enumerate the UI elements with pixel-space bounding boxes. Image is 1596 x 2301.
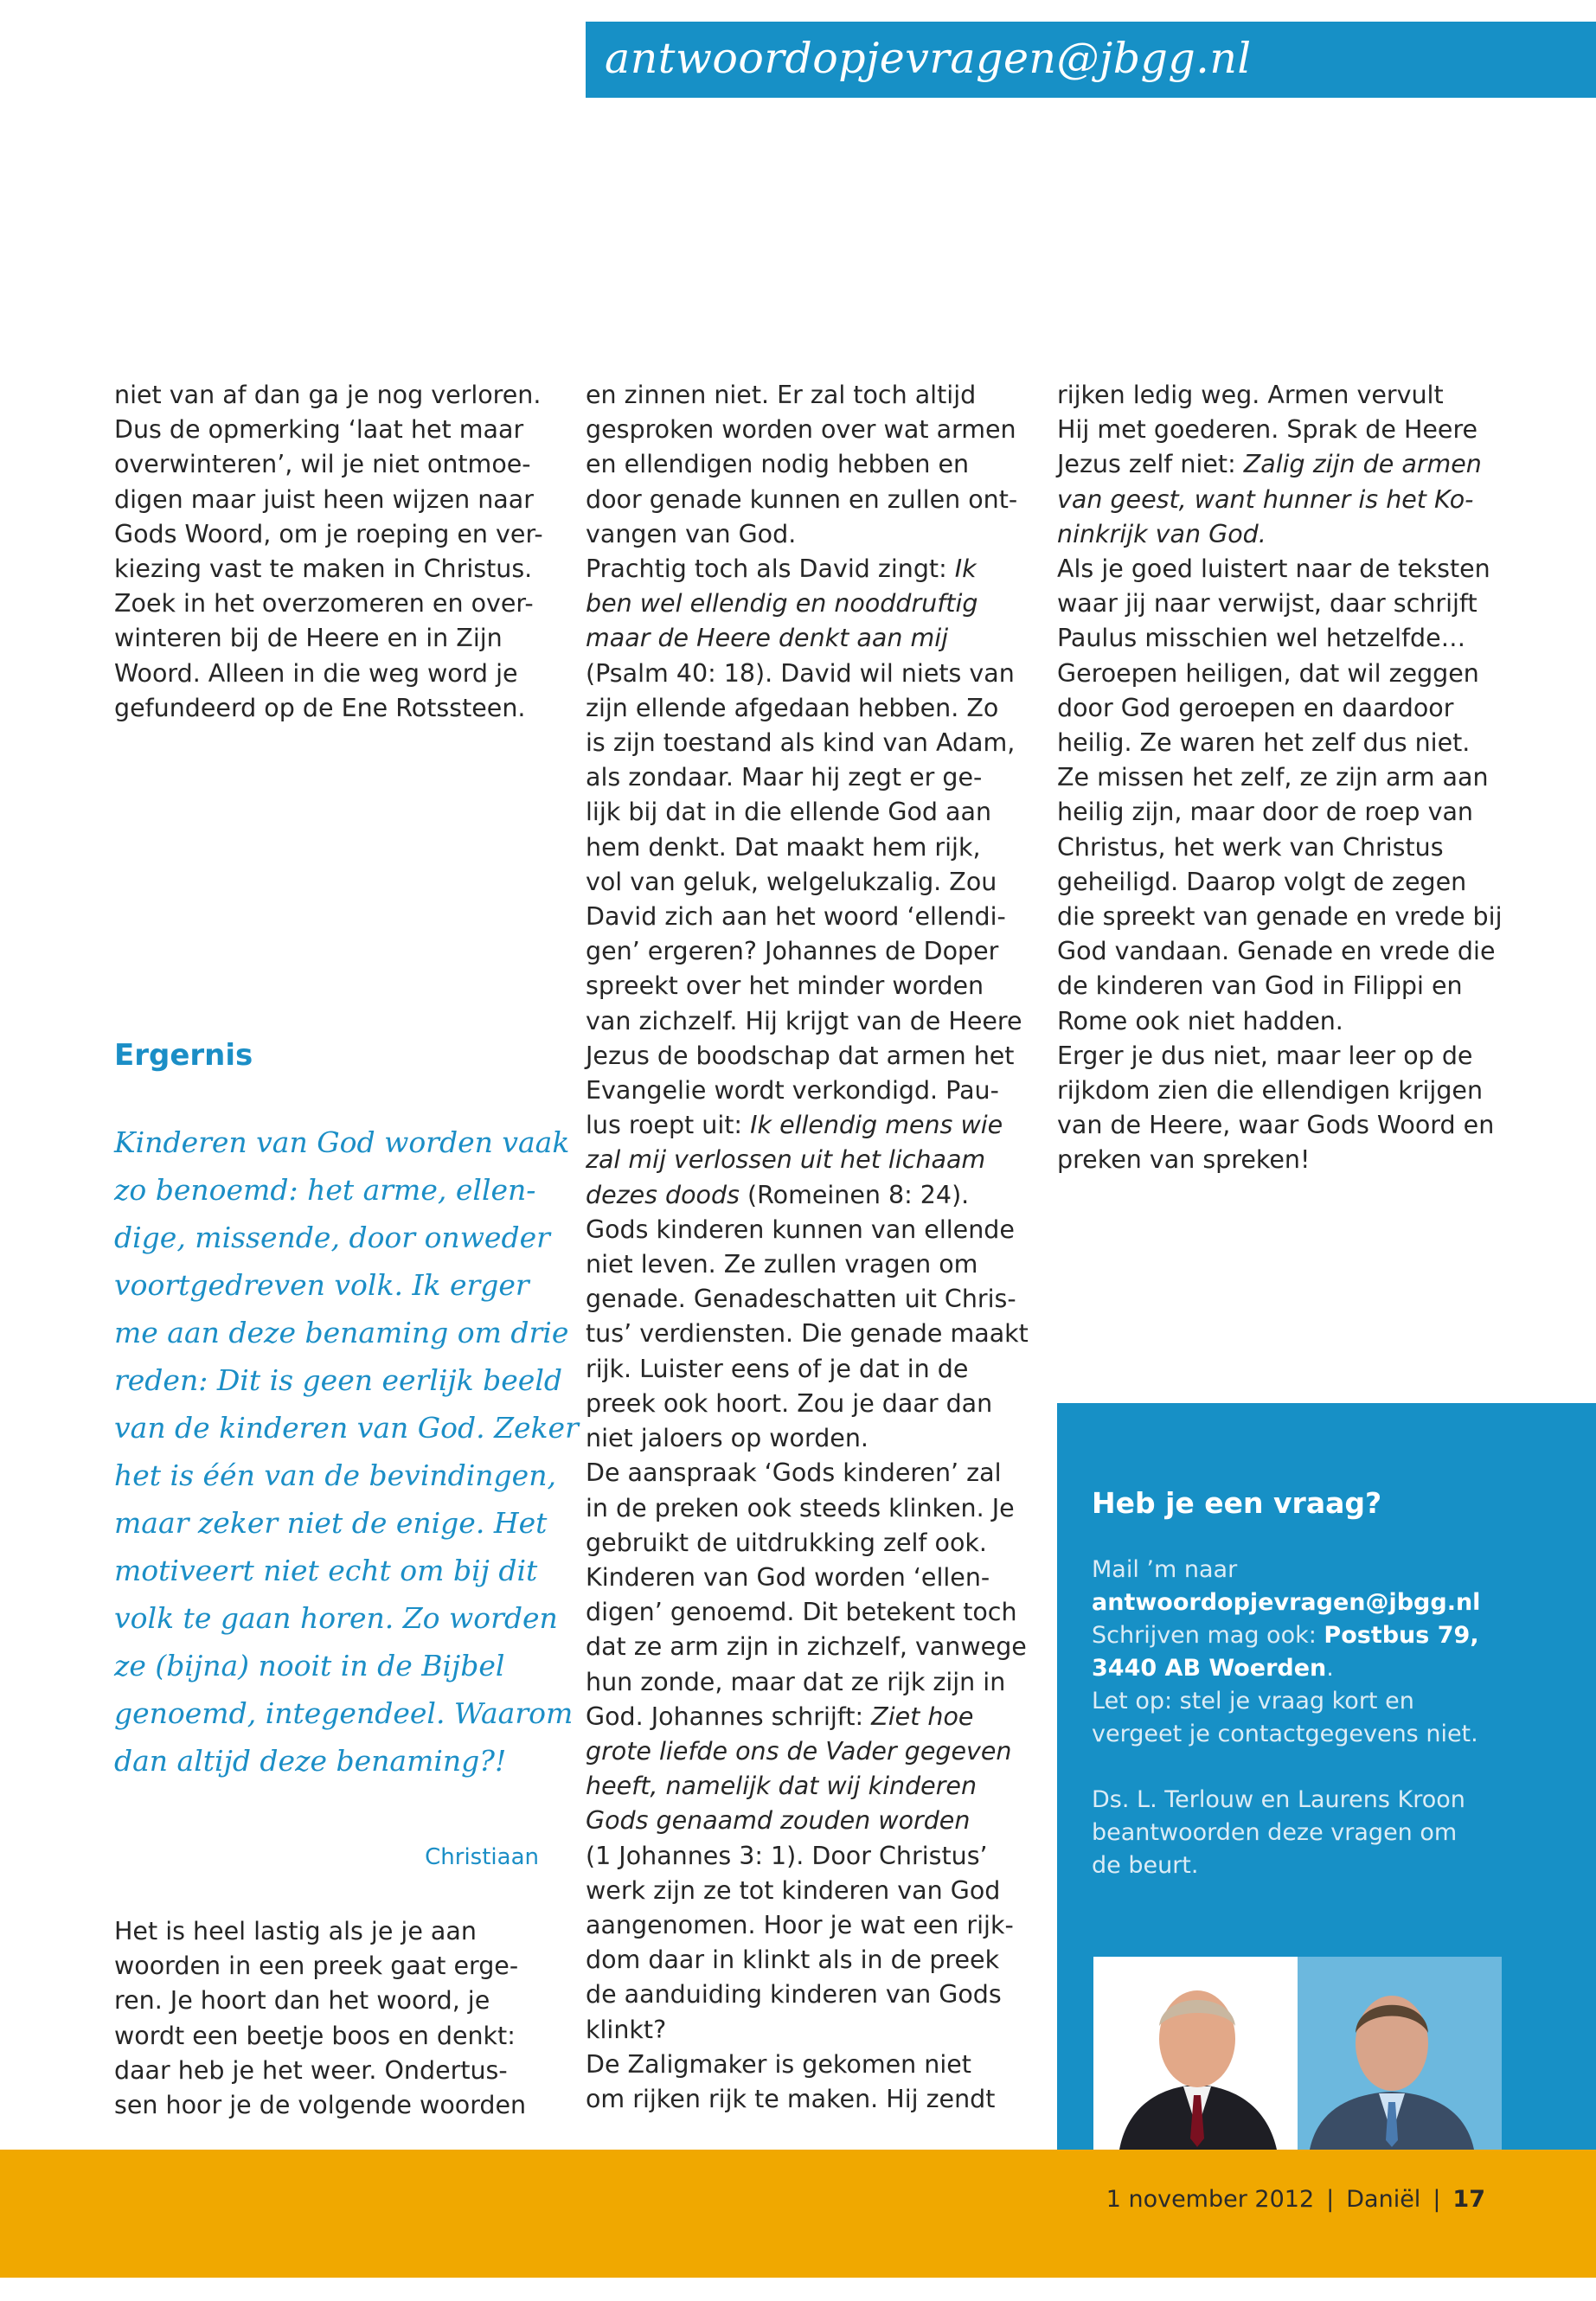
- text-line: [586, 1213, 1018, 1247]
- footer-magazine: Daniël: [1346, 2186, 1421, 2213]
- text-segment: preken van spreken!: [1057, 1145, 1311, 1175]
- text-segment: om rijken rijk te maken. Hij zendt: [586, 2084, 996, 2113]
- text-line: [586, 1561, 1018, 1595]
- info-box-title: Heb je een vraag?: [1092, 1486, 1382, 1520]
- text-segment: (Romeinen 8: 24).: [739, 1180, 970, 1209]
- text-line: [586, 1491, 1018, 1526]
- text-segment: digen’ genoemd. Dit betekent toch: [586, 1598, 1017, 1627]
- text-line: overwinteren’, wil je niet ontmoe-: [114, 450, 531, 479]
- text-line: [1057, 795, 1490, 830]
- text-segment: vol van geluk, welgelukzalig. Zou: [586, 867, 997, 896]
- text-segment: De aanspraak ‘Gods kinderen’ zal: [586, 1458, 1002, 1488]
- footer-page-number: 17: [1452, 2186, 1485, 2213]
- text-line: [586, 1769, 1018, 1804]
- info-box-contact: [1092, 1554, 1576, 1751]
- text-segment: Geroepen heiligen, dat wil zeggen: [1057, 658, 1479, 688]
- text-line: [586, 1039, 1018, 1074]
- text-line: daar heb je het weer. Ondertus-: [114, 2055, 508, 2085]
- scripture-quote: maar de Heere denkt aan mij: [586, 624, 949, 653]
- text-segment: lijk bij dat in die ellende God aan: [586, 798, 992, 827]
- text-line: [586, 586, 1018, 621]
- quote-line: motiveert niet echt om bij dit: [114, 1554, 538, 1587]
- text-line: [586, 1630, 1027, 1664]
- text-line: [1057, 969, 1490, 1003]
- text-line: [1057, 691, 1490, 726]
- mail-intro: Mail ’m naar: [1092, 1556, 1238, 1583]
- text-line: [586, 517, 1018, 552]
- text-segment: David zich aan het woord ‘ellendi-: [586, 902, 1006, 932]
- scripture-quote: van geest, want hunner is het Ko-: [1057, 484, 1474, 514]
- header-email[interactable]: antwoordopjevragen@jbgg.nl: [605, 34, 1252, 83]
- text-line: Zoek in het overzomeren en over-: [114, 589, 534, 619]
- text-line: [1057, 934, 1496, 969]
- quote-line: zo benoemd: het arme, ellen-: [114, 1173, 536, 1207]
- text-segment: van zichzelf. Hij krijgt van de Heere: [586, 1006, 1022, 1035]
- text-line: [586, 1977, 1018, 2012]
- footer-date: 1 november 2012: [1106, 2186, 1315, 2213]
- text-segment: de aanduiding kinderen van Gods: [586, 1980, 1002, 2009]
- quote-line: voortgedreven volk. Ik erger: [114, 1268, 529, 1302]
- text-line: [586, 621, 1018, 656]
- text-segment: Hij met goederen. Sprak de Heere: [1057, 415, 1478, 445]
- footer-info: [1106, 2186, 1485, 2213]
- text-segment: Jezus de boodschap dat armen het: [586, 1041, 1015, 1070]
- text-line: woorden in een preek gaat erge-: [114, 1952, 519, 1981]
- text-segment: de kinderen van God in Filippi en: [1057, 971, 1463, 1001]
- text-line: niet van af dan ga je nog verloren.: [114, 381, 542, 409]
- text-line: [1057, 1004, 1490, 1039]
- text-line: [586, 865, 1018, 900]
- text-line: [586, 1700, 1018, 1734]
- text-line: [586, 1317, 1029, 1351]
- text-line: [586, 2013, 1018, 2048]
- credits-line-1: Ds. L. Terlouw en Laurens Kroon: [1092, 1786, 1465, 1813]
- address-line-2: 3440 AB Woerden: [1092, 1655, 1327, 1682]
- quote-line: van de kinderen van God. Zeker: [114, 1411, 579, 1445]
- text-segment: spreekt over het minder worden: [586, 971, 984, 1001]
- text-line: [586, 1665, 1018, 1700]
- text-segment: gen’ ergeren? Johannes de Doper: [586, 937, 999, 966]
- scripture-quote: ben wel ellendig en nooddruftig: [586, 589, 978, 619]
- text-line: [586, 1421, 1018, 1456]
- address-line-1: Postbus 79,: [1324, 1622, 1479, 1649]
- text-segment: heilig. Ze waren het zelf dus niet.: [1057, 728, 1471, 758]
- text-line: [586, 1456, 1018, 1490]
- text-line: digen maar juist heen wijzen naar: [114, 484, 534, 514]
- text-segment: God. Johannes schrijft:: [586, 1702, 872, 1731]
- text-line: [1057, 447, 1490, 482]
- scripture-quote: zal mij verlossen uit het lichaam: [586, 1145, 986, 1175]
- text-line: [586, 900, 1018, 934]
- info-box-credits: [1092, 1784, 1576, 1882]
- text-segment: aangenomen. Hoor je wat een rijk-: [586, 1910, 1014, 1939]
- text-line: [586, 2048, 1018, 2082]
- text-segment: Als je goed luistert naar de teksten: [1057, 554, 1490, 584]
- text-segment: hem denkt. Dat maakt hem rijk,: [586, 832, 981, 862]
- text-segment: als zondaar. Maar hij zegt er ge-: [586, 763, 983, 792]
- footer-bar: [0, 2150, 1596, 2278]
- credits-line-3: de beurt.: [1092, 1852, 1199, 1879]
- text-line: [1057, 1108, 1495, 1143]
- text-segment: dom daar in klinkt als in de preek: [586, 1945, 1000, 1975]
- text-line: Woord. Alleen in die weg word je: [114, 658, 518, 688]
- quote-line: dan altijd deze benaming?!: [114, 1744, 507, 1778]
- text-line: [586, 1943, 1018, 1977]
- text-segment: preek ook hoort. Zou je daar dan: [586, 1388, 993, 1418]
- text-line: [1057, 413, 1490, 447]
- text-segment: genade. Genadeschatten uit Chris-: [586, 1285, 1016, 1314]
- text-segment: van de Heere, waar Gods Woord en: [1057, 1111, 1495, 1140]
- authors-photo-illustration: [1093, 1957, 1502, 2150]
- write-intro: Schrijven mag ook:: [1092, 1622, 1324, 1649]
- scripture-quote: Ziet hoe: [871, 1702, 974, 1731]
- text-segment: werk zijn ze tot kinderen van God: [586, 1875, 1001, 1905]
- quote-line: ze (bijna) nooit in de Bijbel: [114, 1649, 505, 1682]
- text-line: [586, 1908, 1018, 1943]
- text-segment: (Psalm 40: 18). David wil niets van: [586, 658, 1015, 688]
- text-line: [586, 552, 1018, 586]
- text-line: [586, 1247, 1018, 1282]
- text-line: [586, 1004, 1022, 1039]
- text-line: [586, 1387, 1018, 1421]
- text-line: [1057, 552, 1490, 586]
- text-segment: Jezus zelf niet:: [1057, 450, 1244, 479]
- text-line: Dus de opmerking ‘laat het maar: [114, 415, 524, 445]
- text-line: [1057, 760, 1490, 795]
- text-segment: niet jaloers op worden.: [586, 1424, 869, 1453]
- text-segment: rijk. Luister eens of je dat in de: [586, 1354, 969, 1383]
- text-segment: die spreekt van genade en vrede bij: [1057, 902, 1503, 932]
- scripture-quote: ninkrijk van God.: [1057, 519, 1266, 548]
- text-line: sen hoor je de volgende woorden: [114, 2091, 527, 2120]
- text-line: [586, 483, 1018, 517]
- note-line-1: Let op: stel je vraag kort en: [1092, 1688, 1414, 1715]
- column-3: [1057, 378, 1503, 1178]
- footer-separator-2: |: [1433, 2186, 1441, 2213]
- text-line: [586, 1143, 1018, 1177]
- scripture-quote: heeft, namelijk dat wij kinderen: [586, 1772, 977, 1801]
- text-segment: rijken ledig weg. Armen vervult: [1057, 381, 1444, 409]
- text-line: [1057, 621, 1490, 656]
- text-segment: Evangelie wordt verkondigd. Pau-: [586, 1076, 999, 1106]
- text-line: ren. Je hoort dan het woord, je: [114, 1986, 490, 2016]
- text-segment: Rome ook niet hadden.: [1057, 1006, 1343, 1035]
- text-segment: en ellendigen nodig hebben en: [586, 450, 970, 479]
- text-segment: heilig zijn, maar door de roep van: [1057, 798, 1473, 827]
- text-line: [586, 1804, 1018, 1838]
- scripture-quote: Ik ellendig mens wie: [750, 1111, 1003, 1140]
- quote-line: maar zeker niet de enige. Het: [114, 1506, 548, 1540]
- text-segment: tus’ verdiensten. Die genade maakt: [586, 1319, 1029, 1349]
- text-segment: rijkdom zien die ellendigen krijgen: [1057, 1076, 1484, 1106]
- text-line: [1057, 483, 1490, 517]
- text-line: Het is heel lastig als je je aan: [114, 1917, 477, 1945]
- scripture-quote: Zalig zijn de armen: [1243, 450, 1482, 479]
- column-1-answer: [114, 1914, 529, 2123]
- text-segment: niet leven. Ze zullen vragen om: [586, 1250, 978, 1279]
- text-line: [1057, 1074, 1490, 1108]
- text-segment: waar jij naar verwijst, daar schrijft: [1057, 589, 1477, 619]
- text-segment: Kinderen van God worden ‘ellen-: [586, 1562, 990, 1592]
- text-line: [586, 934, 1018, 969]
- text-line: [1057, 586, 1490, 621]
- text-segment: gebruikt de uitdrukking zelf ook.: [586, 1528, 987, 1557]
- reader-question-quote: [114, 1118, 579, 1785]
- column-1-intro: [114, 378, 543, 726]
- text-segment: in de preken ook steeds klinken. Je: [586, 1493, 1015, 1522]
- text-line: [586, 1526, 1018, 1561]
- text-line: [1057, 517, 1490, 552]
- text-segment: vangen van God.: [586, 519, 797, 548]
- text-segment: Paulus misschien wel hetzelfde…: [1057, 624, 1466, 653]
- text-line: [586, 1282, 1018, 1317]
- scripture-quote: Ik: [954, 554, 977, 584]
- quote-line: reden: Dit is geen eerlijk beeld: [114, 1363, 563, 1397]
- text-line: [586, 1178, 1018, 1213]
- section-heading: Ergernis: [114, 1038, 253, 1073]
- text-line: [1057, 900, 1503, 934]
- text-line: [586, 1874, 1018, 1908]
- text-segment: Christus, het werk van Christus: [1057, 832, 1444, 862]
- text-line: [586, 413, 1018, 447]
- authors-photo: [1093, 1957, 1502, 2150]
- text-segment: door genade kunnen en zullen ont-: [586, 484, 1018, 514]
- text-segment: (1 Johannes 3: 1). Door Christus’: [586, 1841, 988, 1870]
- scripture-quote: grote liefde ons de Vader gegeven: [586, 1736, 1012, 1766]
- text-segment: geheiligd. Daarop volgt de zegen: [1057, 867, 1467, 896]
- text-line: [586, 760, 1018, 795]
- text-segment: zijn ellende afgedaan hebben. Zo: [586, 693, 999, 722]
- text-line: [586, 1074, 1018, 1108]
- text-line: [586, 447, 1018, 482]
- text-segment: lus roept uit:: [586, 1111, 751, 1140]
- text-line: [586, 1108, 1018, 1143]
- quote-line: het is één van de bevindingen,: [114, 1458, 556, 1492]
- text-line: [1057, 657, 1490, 691]
- text-segment: De Zaligmaker is gekomen niet: [586, 2049, 971, 2079]
- text-line: [1057, 378, 1490, 413]
- text-segment: door God geroepen en daardoor: [1057, 693, 1454, 722]
- quote-line: volk te gaan horen. Zo worden: [114, 1601, 558, 1635]
- text-segment: Prachtig toch als David zingt:: [586, 554, 955, 584]
- quote-line: dige, missende, door onweder: [114, 1221, 550, 1254]
- text-line: [586, 830, 1018, 865]
- text-segment: hun zonde, maar dat ze rijk zijn in: [586, 1667, 1006, 1696]
- text-line: [1057, 1039, 1490, 1074]
- text-line: [1057, 726, 1490, 760]
- text-segment: klinkt?: [586, 2015, 667, 2044]
- text-line: [586, 726, 1018, 760]
- scripture-quote: dezes doods: [586, 1180, 740, 1209]
- text-line: [1057, 865, 1490, 900]
- text-line: [586, 691, 1018, 726]
- text-line: [586, 1734, 1018, 1769]
- column-2: [586, 378, 1029, 2117]
- text-line: [586, 1352, 1018, 1387]
- text-line: [586, 969, 1018, 1003]
- credits-line-2: beantwoorden deze vragen om: [1092, 1819, 1458, 1846]
- quote-line: genoemd, integendeel. Waarom: [114, 1696, 574, 1730]
- header-bar: [586, 22, 1596, 98]
- text-line: [586, 1839, 1018, 1874]
- text-segment: is zijn toestand als kind van Adam,: [586, 728, 1016, 758]
- text-line: gefundeerd op de Ene Rotssteen.: [114, 693, 526, 722]
- info-box-email[interactable]: antwoordopjevragen@jbgg.nl: [1092, 1589, 1481, 1616]
- text-segment: Gods kinderen kunnen van ellende: [586, 1215, 1015, 1244]
- scripture-quote: Gods genaamd zouden worden: [586, 1806, 971, 1836]
- text-line: kiezing vast te maken in Christus.: [114, 554, 533, 584]
- question-info-box: [1057, 1403, 1596, 2150]
- quote-line: Kinderen van God worden vaak: [114, 1125, 570, 1159]
- text-segment: gesproken worden over wat armen: [586, 415, 1016, 445]
- text-line: [586, 378, 1018, 413]
- question-author: Christiaan: [425, 1844, 539, 1870]
- text-line: [586, 795, 1018, 830]
- text-segment: Erger je dus niet, maar leer op de: [1057, 1041, 1473, 1070]
- text-line: [1057, 830, 1490, 865]
- text-line: [1057, 1143, 1490, 1177]
- quote-line: me aan deze benaming om drie: [114, 1316, 569, 1349]
- text-segment: en zinnen niet. Er zal toch altijd: [586, 381, 977, 409]
- text-line: wordt een beetje boos en denkt:: [114, 2021, 516, 2050]
- address-end: .: [1326, 1655, 1334, 1682]
- text-line: [586, 657, 1018, 691]
- text-segment: God vandaan. Genade en vrede die: [1057, 937, 1496, 966]
- text-line: winteren bij de Heere en in Zijn: [114, 624, 503, 653]
- text-line: [586, 2082, 1018, 2117]
- footer-separator-1: |: [1326, 2186, 1335, 2213]
- text-line: Gods Woord, om je roeping en ver-: [114, 519, 543, 548]
- text-line: [586, 1595, 1018, 1630]
- text-segment: dat ze arm zijn in zichzelf, vanwege: [586, 1632, 1027, 1662]
- note-line-2: vergeet je contactgegevens niet.: [1092, 1721, 1478, 1747]
- text-segment: Ze missen het zelf, ze zijn arm aan: [1057, 763, 1489, 792]
